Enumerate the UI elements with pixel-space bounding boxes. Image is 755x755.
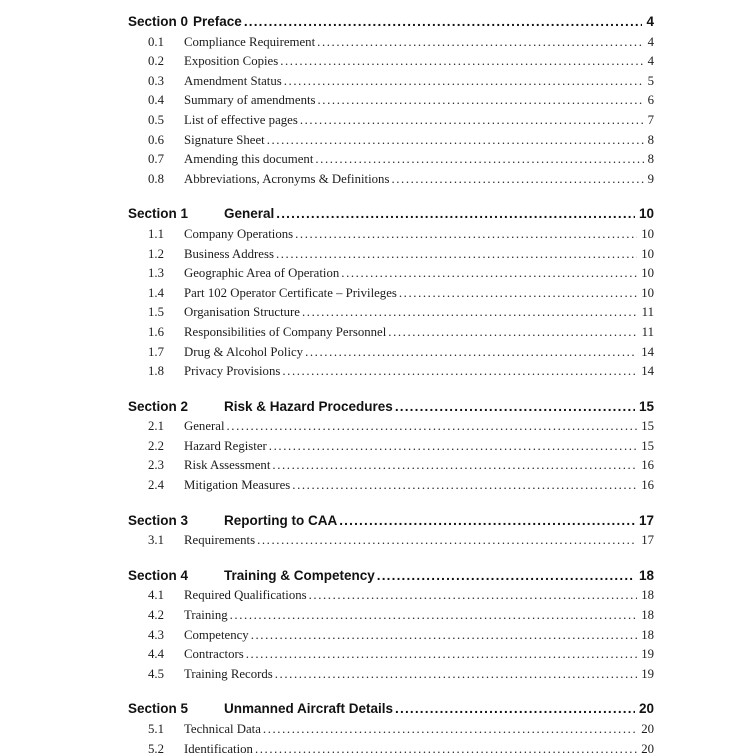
- page-number: 8: [647, 132, 654, 147]
- entry-number: 2.2: [148, 438, 164, 453]
- toc-entry: [128, 170, 654, 190]
- dot-leader: [275, 665, 637, 685]
- dot-leader: [295, 225, 637, 245]
- toc-entry: [128, 91, 654, 111]
- entry-number: 0.3: [148, 73, 164, 88]
- section-title: Risk & Hazard Procedures: [224, 398, 393, 414]
- toc-entry: [128, 264, 654, 284]
- entry-title: Summary of amendments: [184, 93, 316, 108]
- section-title: Reporting to CAA: [224, 512, 338, 528]
- entry-number: 2.3: [148, 458, 164, 473]
- entry-title: Training Records: [184, 666, 273, 681]
- toc-entry: [128, 72, 654, 92]
- page-number: 7: [647, 112, 654, 127]
- entry-number: 5.2: [148, 741, 164, 755]
- page-number: 18: [641, 608, 654, 623]
- page-number: 5: [647, 73, 654, 88]
- entry-number: 4.3: [148, 627, 164, 642]
- page-number: 10: [641, 266, 654, 281]
- entry-number: 1.6: [148, 324, 164, 339]
- toc-section-heading: [128, 12, 654, 33]
- entry-number: 0.2: [148, 54, 164, 69]
- toc-entry: [128, 150, 654, 170]
- entry-title: Mitigation Measures: [184, 478, 291, 493]
- section-title: General: [224, 206, 275, 222]
- entry-number: 4.1: [148, 588, 164, 603]
- section-label: Section 4: [128, 567, 189, 583]
- dot-leader: [302, 303, 638, 323]
- dot-leader: [276, 204, 635, 225]
- section-title: Preface: [193, 14, 242, 29]
- dot-leader: [284, 72, 644, 92]
- dot-leader: [257, 531, 637, 551]
- page-number: 20: [638, 701, 654, 717]
- entry-number: 4.4: [148, 647, 164, 662]
- dot-leader: [244, 12, 643, 33]
- entry-title: Company Operations: [184, 226, 294, 241]
- dot-leader: [395, 397, 635, 418]
- dot-leader: [276, 245, 637, 265]
- dot-leader: [391, 170, 643, 190]
- dot-leader: [267, 131, 644, 151]
- entry-title: Abbreviations, Acronyms & Definitions: [184, 171, 390, 186]
- dot-leader: [399, 284, 637, 304]
- entry-title: Drug & Alcohol Policy: [184, 344, 304, 359]
- page-number: 14: [641, 344, 654, 359]
- entry-number: 0.5: [148, 112, 164, 127]
- dot-leader: [272, 456, 637, 476]
- section-label: Section 3: [128, 512, 189, 528]
- entry-title: Exposition Copies: [184, 54, 279, 69]
- dot-leader: [305, 343, 637, 363]
- entry-title: Competency: [184, 627, 249, 642]
- toc-section-heading: [128, 699, 654, 720]
- toc-entry: [128, 476, 654, 496]
- dot-leader: [255, 740, 637, 755]
- toc-entry: [128, 303, 654, 323]
- page-number: 11: [641, 305, 654, 320]
- page-number: 6: [647, 93, 654, 108]
- dot-leader: [246, 645, 637, 665]
- entry-number: 1.1: [148, 226, 164, 241]
- entry-number: 0.8: [148, 171, 164, 186]
- entry-number: 1.5: [148, 305, 164, 320]
- entry-title: Contractors: [184, 647, 244, 662]
- toc-entry: [128, 645, 654, 665]
- toc-entry: [128, 362, 654, 382]
- toc-entry: [128, 531, 654, 551]
- page-number: 11: [641, 324, 654, 339]
- page-number: 4: [647, 54, 654, 69]
- page-number: 19: [641, 666, 654, 681]
- toc-section-heading: [128, 204, 654, 225]
- toc-entry: [128, 606, 654, 626]
- entry-title: Required Qualifications: [184, 588, 307, 603]
- toc-entry: [128, 284, 654, 304]
- entry-number: 1.7: [148, 344, 164, 359]
- page-number: 19: [641, 647, 654, 662]
- dot-leader: [315, 150, 643, 170]
- section-title: Training & Competency: [224, 567, 375, 583]
- page-number: 9: [647, 171, 654, 186]
- dot-leader: [395, 699, 635, 720]
- entry-title: Part 102 Operator Certificate – Privileges: [184, 285, 397, 300]
- entry-title: Organisation Structure: [184, 305, 300, 320]
- dot-leader: [377, 566, 635, 587]
- entry-number: 2.4: [148, 478, 164, 493]
- page-number: 15: [641, 438, 654, 453]
- page-number: 18: [641, 588, 654, 603]
- page-number: 4: [647, 34, 654, 49]
- page-number: 8: [647, 152, 654, 167]
- toc-entry: [128, 323, 654, 343]
- toc-entry: [128, 586, 654, 606]
- toc: [128, 12, 654, 755]
- page-number: 16: [641, 458, 654, 473]
- dot-leader: [339, 511, 635, 532]
- page-number: 17: [641, 533, 654, 548]
- dot-leader: [317, 33, 643, 53]
- page-number: 18: [641, 627, 654, 642]
- entry-title: Identification: [184, 741, 253, 755]
- section-label: Section 1: [128, 206, 189, 222]
- entry-title: Business Address: [184, 246, 274, 261]
- entry-title: Hazard Register: [184, 438, 267, 453]
- page-number: 14: [641, 364, 654, 379]
- section-label: Section 2: [128, 398, 189, 414]
- dot-leader: [227, 417, 638, 437]
- entry-title: Technical Data: [184, 722, 261, 736]
- entry-number: 4.5: [148, 666, 164, 681]
- toc-section-heading: [128, 566, 654, 587]
- dot-leader: [230, 606, 638, 626]
- entry-number: 1.3: [148, 266, 164, 281]
- dot-leader: [282, 362, 637, 382]
- dot-leader: [251, 626, 638, 646]
- page-number: 20: [641, 722, 654, 736]
- entry-number: 0.6: [148, 132, 164, 147]
- page-number: 10: [638, 206, 654, 222]
- entry-number: 2.1: [148, 419, 164, 434]
- entry-title: Amendment Status: [184, 73, 282, 88]
- toc-entry: [128, 343, 654, 363]
- entry-title: Amending this document: [184, 152, 314, 167]
- entry-title: Risk Assessment: [184, 458, 271, 473]
- entry-number: 0.7: [148, 152, 164, 167]
- dot-leader: [388, 323, 637, 343]
- entry-number: 3.1: [148, 533, 164, 548]
- dot-leader: [309, 586, 638, 606]
- entry-number: 0.1: [148, 34, 164, 49]
- toc-entry: [128, 111, 654, 131]
- entry-number: 4.2: [148, 608, 164, 623]
- entry-title: Training: [184, 608, 228, 623]
- entry-title: General: [184, 419, 225, 434]
- entry-title: Responsibilities of Company Personnel: [184, 324, 387, 339]
- entry-number: 1.2: [148, 246, 164, 261]
- dot-leader: [263, 720, 637, 740]
- section-label: Section 0: [128, 14, 189, 29]
- entry-title: List of effective pages: [184, 112, 298, 127]
- entry-number: 1.8: [148, 364, 164, 379]
- page-number: 10: [641, 226, 654, 241]
- entry-title: Signature Sheet: [184, 132, 265, 147]
- page-number: 10: [641, 246, 654, 261]
- page-number: 15: [638, 398, 654, 414]
- section-title: Unmanned Aircraft Details: [224, 701, 394, 717]
- toc-section-heading: [128, 397, 654, 418]
- dot-leader: [300, 111, 644, 131]
- entry-title: Requirements: [184, 533, 256, 548]
- section-label: Section 5: [128, 701, 189, 717]
- dot-leader: [318, 91, 644, 111]
- entry-number: 1.4: [148, 285, 164, 300]
- page-number: 20: [641, 741, 654, 755]
- entry-title: Compliance Requirement: [184, 34, 316, 49]
- toc-entry: [128, 665, 654, 685]
- toc-entry: [128, 456, 654, 476]
- toc-entry: [128, 52, 654, 72]
- entry-number: 5.1: [148, 722, 164, 736]
- toc-entry: [128, 225, 654, 245]
- toc-entry: [128, 626, 654, 646]
- toc-entry: [128, 131, 654, 151]
- dot-leader: [341, 264, 637, 284]
- toc-entry: [128, 417, 654, 437]
- page-number: 10: [641, 285, 654, 300]
- page-number: 16: [641, 478, 654, 493]
- toc-entry: [128, 33, 654, 53]
- toc-entry: [128, 740, 654, 755]
- entry-title: Privacy Provisions: [184, 364, 281, 379]
- entry-title: Geographic Area of Operation: [184, 266, 340, 281]
- toc-entry: [128, 245, 654, 265]
- page-number: 4: [646, 14, 654, 29]
- entry-number: 0.4: [148, 93, 164, 108]
- toc-entry: [128, 437, 654, 457]
- page-number: 15: [641, 419, 654, 434]
- page-number: 18: [638, 567, 654, 583]
- page-number: 17: [638, 512, 654, 528]
- toc-entry: [128, 720, 654, 740]
- dot-leader: [269, 437, 637, 457]
- dot-leader: [292, 476, 637, 496]
- dot-leader: [280, 52, 643, 72]
- toc-section-heading: [128, 511, 654, 532]
